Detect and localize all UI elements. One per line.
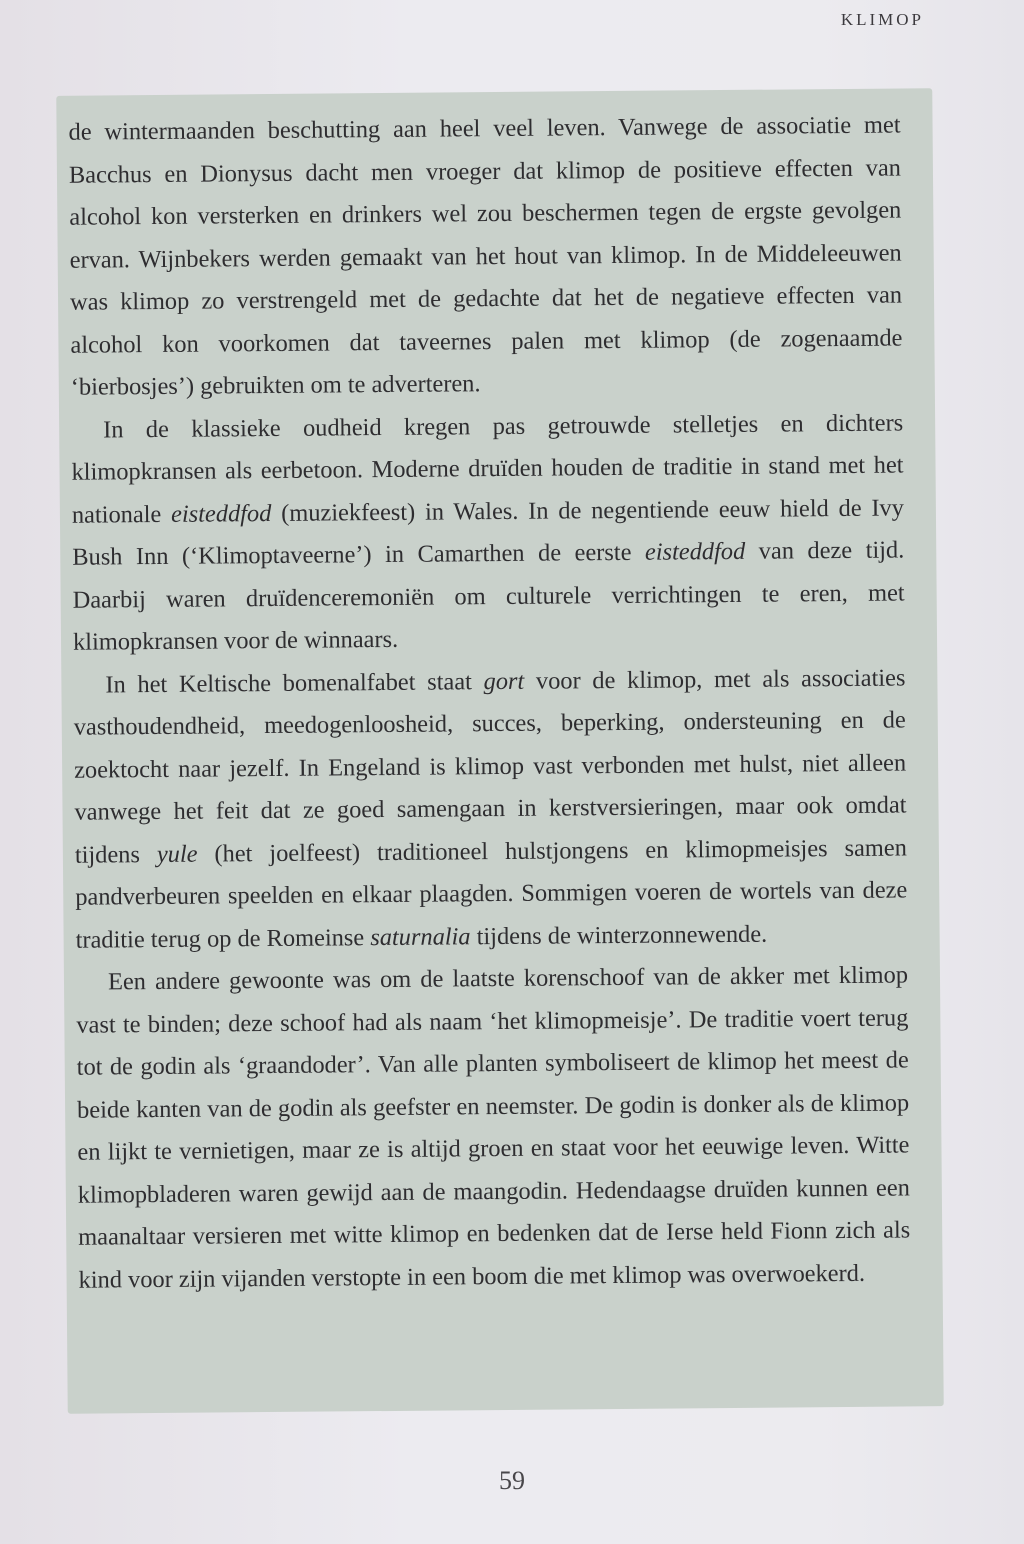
paragraph-4: Een andere gewoonte was om de laatste korenschoof van de akker met klimop vast te binden; deze schoof had als naam ‘het klimopmeisje’. De traditie voert terug tot de godin als ‘graandoder’. Van alle planten symboliseert de klimop het meest de beide kanten van de godin als geefster en neemster. De godin is donker als de klimop en lijkt te vernietigen, maar ze is altijd groen en staat voor het eeuwige leven. Witte klimopbladeren waren gewijd aan de maangodin. Hedendaagse druïden kunnen een maanaltaar versieren met witte klimop en bedenken dat de Ierse held Fionn zich als kind voor zijn vijanden verstopte in een boom die met klimop was overwoekerd.	[76, 961, 911, 1294]
paragraph-2: In de klassieke oudheid kregen pas getrouwde stelletjes en dichters klimopkransen als eerbetoon. Moderne druïden houden de traditie in stand met het nationale eisteddfod (muziekfeest) in Wales. In de negentiende eeuw hield de Ivy Bush Inn (‘Klimoptaveerne’) in Camarthen de eerste eisteddfod van deze tijd. Daarbij waren druïdenceremoniën om culturele verrichtingen te eren, met klimopkransen voor de winnaars.	[71, 408, 905, 656]
text-panel	[56, 88, 943, 1414]
paragraph-3: In het Keltische bomenalfabet staat gort voor de klimop, met als associaties vasthoudendheid, meedogenloosheid, succes, beperking, ondersteuning en de zoektocht naar jezelf. In Engeland is klimop vast verbonden met hulst, niet alleen vanwege het feit dat ze goed samengaan in kerstversieringen, maar ook omdat tijdens yule (het joelfeest) traditioneel hulstjongens en klimopmeisjes samen pandverbeuren speelden en elkaar plaagden. Sommigen voeren de wortels van deze traditie terug op de Romeinse saturnalia tijdens de winterzonnewende.	[73, 663, 908, 954]
paragraph-1: de wintermaanden beschutting aan heel veel leven. Vanwege de associatie met Bacchus en Dionysus dacht men vroeger dat klimop de positieve effecten van alcohol kon versterken en drinkers wel zou beschermen tegen de ergste gevolgen ervan. Wijnbekers werden gemaakt van het hout van klimop. In de Middeleeuwen was klimop zo verstrengeld met de gedachte dat het de negatieve effecten van alcohol kon voorkomen dat taveernes palen met klimop (de zogenaamde ‘bierbosjes’) gebruikten om te adverteren.	[68, 111, 903, 401]
body-text	[68, 104, 910, 1301]
running-header: KLIMOP	[840, 10, 924, 29]
page-number: 59	[499, 1466, 525, 1495]
